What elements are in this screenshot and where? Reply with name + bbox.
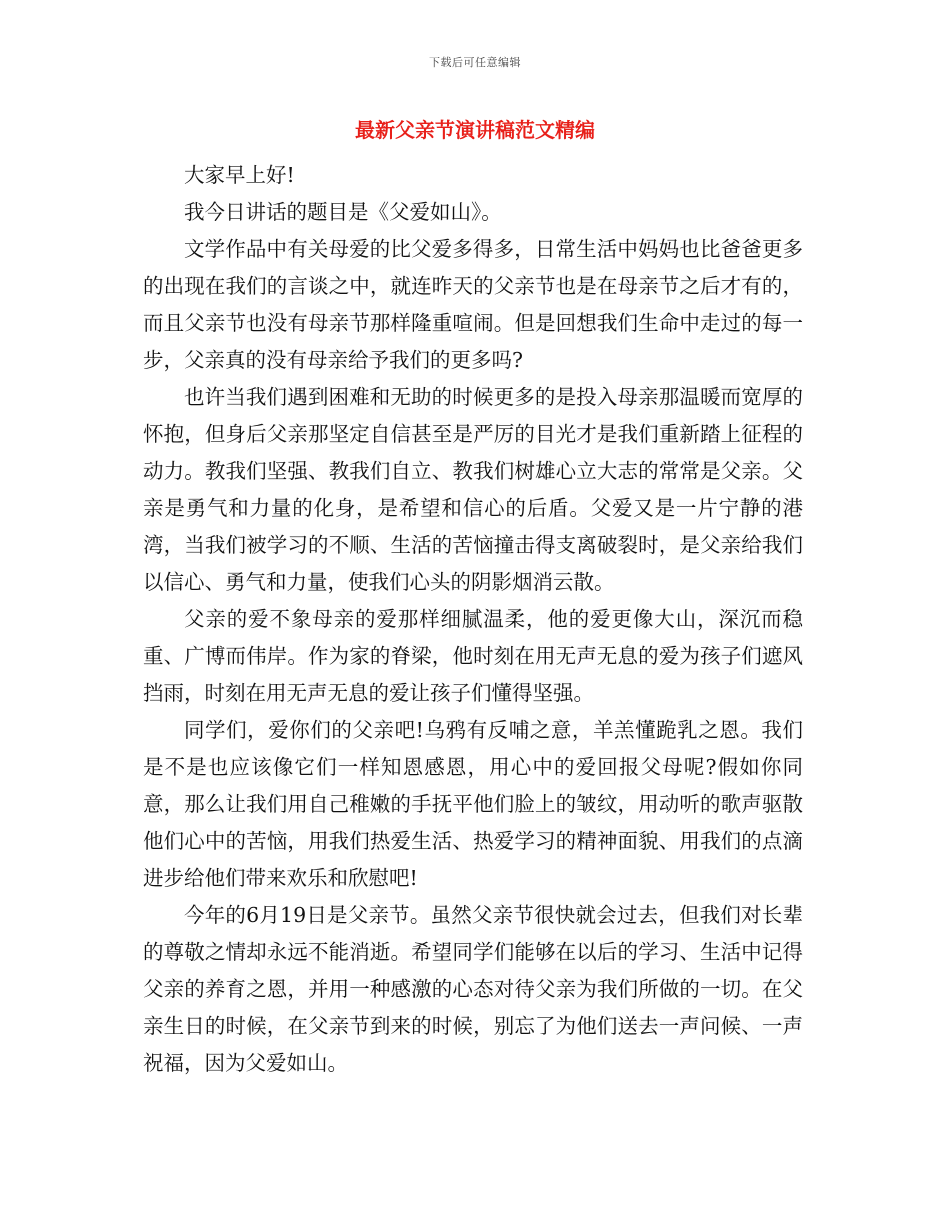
paragraph: 也许当我们遇到困难和无助的时候更多的是投入母亲那温暖而宽厚的怀抱，但身后父亲那坚定自信甚至是严厉的目光才是我们重新踏上征程的动力。教我们坚强、教我们自立、教我们树雄心立大志的常常是父亲。父亲是勇气和力量的化身，是希望和信心的后盾。父爱又是一片宁静的港湾，当我们被学习的不顺、生活的苦恼撞击得支离破裂时，是父亲给我们以信心、勇气和力量，使我们心头的阴影烟消云散。	[143, 385, 803, 594]
paragraph: 父亲的爱不象母亲的爱那样细腻温柔，他的爱更像大山，深沉而稳重、广博而伟岸。作为家的脊梁，他时刻在用无声无息的爱为孩子们遮风挡雨，时刻在用无声无息的爱让孩子们懂得坚强。	[143, 607, 803, 705]
paragraph: 同学们，爱你们的父亲吧!乌鸦有反哺之意，羊羔懂跪乳之恩。我们是不是也应该像它们一样知恩感恩，用心中的爱回报父母呢?假如你同意，那么让我们用自己稚嫩的手抚平他们脸上的皱纹，用动听的歌声驱散他们心中的苦恼，用我们热爱生活、热爱学习的精神面貌、用我们的点滴进步给他们带来欢乐和欣慰吧!	[143, 718, 803, 890]
paragraph: 文学作品中有关母爱的比父爱多得多，日常生活中妈妈也比爸爸更多的出现在我们的言谈之中，就连昨天的父亲节也是在母亲节之后才有的，而且父亲节也没有母亲节那样隆重喧闹。但是回想我们生命中走过的每一步，父亲真的没有母亲给予我们的更多吗?	[143, 237, 803, 372]
document-title: 最新父亲节演讲稿范文精编	[355, 118, 595, 142]
paragraph-greeting: 大家早上好!	[184, 163, 295, 187]
page-header: 下载后可任意编辑	[429, 56, 521, 69]
paragraph-topic: 我今日讲话的题目是《父爱如山》。	[184, 200, 502, 224]
paragraph: 今年的6月19日是父亲节。虽然父亲节很快就会过去，但我们对长辈的尊敬之情却永远不能消逝。希望同学们能够在以后的学习、生活中记得父亲的养育之恩，并用一种感激的心态对待父亲为我们所做的一切。在父亲生日的时候，在父亲节到来的时候，别忘了为他们送去一声问候、一声祝福，因为父爱如山。	[143, 903, 803, 1075]
document-body	[143, 157, 803, 1082]
